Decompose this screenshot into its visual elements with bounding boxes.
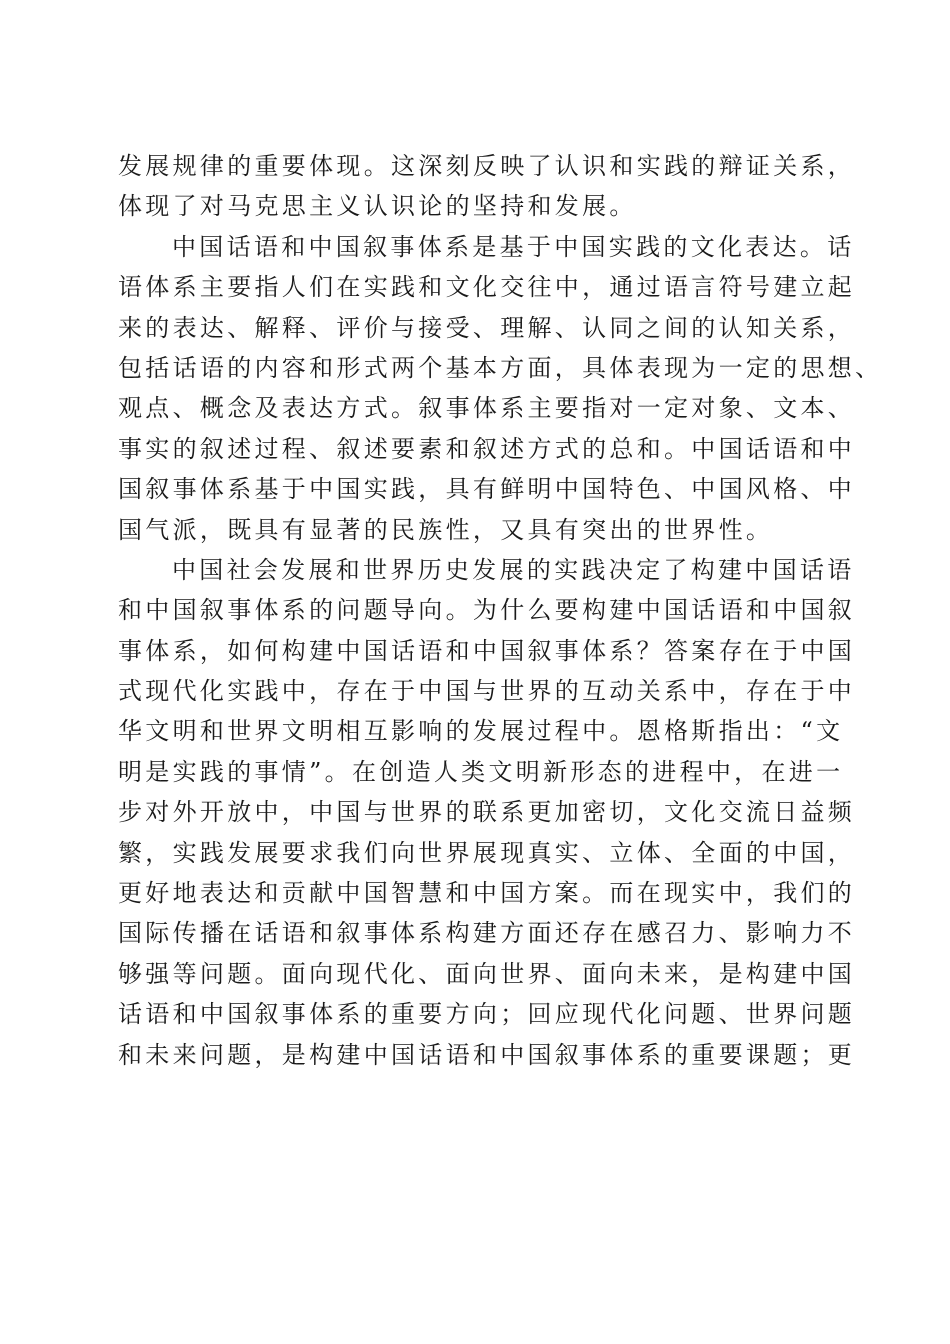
text-line: 更好地表达和贡献中国智慧和中国方案。而在现实中，我们的 — [118, 879, 856, 908]
text-line: 步对外开放中，中国与世界的联系更加密切，文化交流日益频 — [118, 798, 856, 827]
text-line: 来的表达、解释、评价与接受、理解、认同之间的认知关系， — [118, 313, 856, 342]
paragraph-start-line: 中国话语和中国叙事体系是基于中国实践的文化表达。话 — [172, 232, 855, 261]
text-line: 和中国叙事体系的问题导向。为什么要构建中国话语和中国叙 — [118, 596, 856, 625]
text-line: 语体系主要指人们在实践和文化交往中，通过语言符号建立起 — [118, 273, 856, 302]
text-line: 事实的叙述过程、叙述要素和叙述方式的总和。中国话语和中 — [118, 434, 856, 463]
text-line: 国际传播在话语和叙事体系构建方面还存在感召力、影响力不 — [118, 919, 856, 948]
text-line: 和未来问题，是构建中国话语和中国叙事体系的重要课题；更 — [118, 1040, 856, 1069]
text-line: 式现代化实践中，存在于中国与世界的互动关系中，存在于中 — [118, 677, 856, 706]
text-line: 观点、概念及表达方式。叙事体系主要指对一定对象、文本、 — [118, 394, 856, 423]
text-line: 华文明和世界文明相互影响的发展过程中。恩格斯指出：“文 — [118, 717, 844, 746]
text-line: 国叙事体系基于中国实践，具有鲜明中国特色、中国风格、中 — [118, 475, 856, 504]
text-line: 繁，实践发展要求我们向世界展现真实、立体、全面的中国， — [118, 838, 856, 867]
text-line: 体现了对马克思主义认识论的坚持和发展。 — [118, 192, 637, 221]
text-line: 事体系，如何构建中国话语和中国叙事体系？答案存在于中国 — [118, 636, 856, 665]
text-line: 明是实践的事情”。在创造人类文明新形态的进程中，在进一 — [118, 757, 844, 786]
body-text — [118, 146, 883, 1075]
text-line: 国气派，既具有显著的民族性，又具有突出的世界性。 — [118, 515, 774, 544]
paragraph-start-line: 中国社会发展和世界历史发展的实践决定了构建中国话语 — [172, 555, 855, 584]
text-line: 发展规律的重要体现。这深刻反映了认识和实践的辩证关系， — [118, 152, 856, 180]
text-line: 包括话语的内容和形式两个基本方面，具体表现为一定的思想、 — [118, 353, 883, 382]
text-line: 话语和中国叙事体系的重要方向；回应现代化问题、世界问题 — [118, 1000, 856, 1029]
text-line: 够强等问题。面向现代化、面向世界、面向未来，是构建中国 — [118, 959, 856, 988]
